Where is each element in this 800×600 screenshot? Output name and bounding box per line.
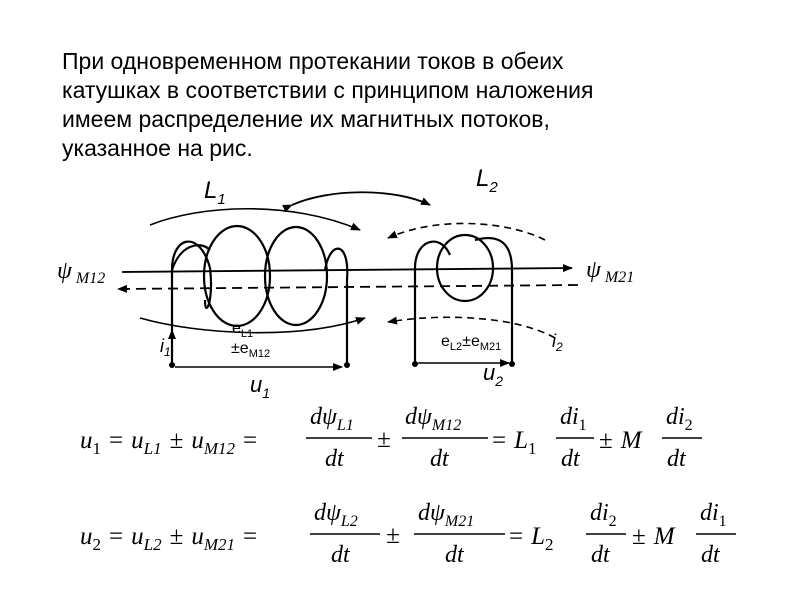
psi-m12-label: ψ $_{M12}$: [57, 258, 106, 287]
terminal-dot: [412, 361, 418, 367]
svg-text:±M: ± M: [632, 523, 675, 550]
intro-line-3: имеем распределение их магнитных потоков,: [62, 106, 550, 132]
svg-text:±M: ± M: [599, 427, 642, 454]
svg-text:di2: $di_2$: [666, 404, 693, 434]
psi-m21-label: ψ $_{M21}$: [586, 257, 635, 286]
svg-text:=L2: = $L_2$: [509, 523, 554, 554]
svg-text:dt: dt: [325, 446, 344, 472]
current-i2-label: $i_2$: [552, 331, 563, 354]
emf-el2-em21-label: $e_{L2}\pm e_{M21}$: [441, 333, 502, 353]
svg-text:dψM21: $d\psi_{M21}$: [418, 500, 475, 530]
intro-line-1: При одновременном протекании токов в обеих: [62, 48, 564, 74]
svg-text:dt: dt: [591, 542, 610, 568]
coil-2-label: $L_2$: [476, 165, 498, 196]
svg-text:dt: dt: [331, 542, 350, 568]
svg-text:=L1: = $L_1$: [492, 427, 537, 458]
svg-text:dt: dt: [430, 446, 449, 472]
equation-u2: [80, 500, 736, 568]
terminal-dot: [344, 362, 350, 368]
svg-text:di1: $di_1$: [560, 404, 587, 434]
svg-text:±: ±: [377, 426, 391, 453]
emf-el1-label: $e_{L1}$: [232, 320, 254, 340]
emf-em12-label: $\pm e_{M12}$: [231, 340, 271, 360]
svg-text:u1=uL1±uM12=: $u_1 = u_{L1} \pm u_{M12}$ =: [80, 427, 258, 458]
svg-text:dt: dt: [701, 542, 720, 568]
coil-1-label: $L_1$: [204, 177, 226, 208]
voltage-u2-label: $u_2$: [483, 360, 504, 389]
mutual-coupling-arrow: [292, 192, 430, 205]
svg-text:dt: dt: [561, 446, 580, 472]
svg-text:dt: dt: [445, 542, 464, 568]
svg-text:dψM12: $d\psi_{M12}$: [405, 404, 462, 434]
current-i1-label: $i_1$: [160, 336, 171, 359]
terminal-dot: [509, 361, 515, 367]
terminal-dot: [169, 362, 175, 368]
flux-lines-coil-2: [388, 223, 555, 338]
svg-text:dt: dt: [667, 446, 686, 472]
svg-text:di2: $di_2$: [590, 500, 617, 530]
voltage-u1-label: $u_1$: [250, 372, 271, 401]
svg-text:u2=uL2±uM21=: $u_2 = u_{L2} \pm u_{M21}$ =: [80, 523, 258, 554]
svg-text:dψL2: $d\psi_{L2}$: [314, 500, 358, 530]
svg-text:di1: $di_1$: [700, 500, 727, 530]
intro-line-2: катушках в соответствии с принципом наложения: [62, 77, 594, 103]
coil-1: [172, 226, 347, 365]
svg-text:±: ±: [386, 522, 400, 549]
equation-u1: [80, 404, 702, 472]
intro-line-4: указанное на рис.: [62, 135, 253, 161]
svg-text:dψL1: $d\psi_{L1}$: [310, 404, 354, 434]
